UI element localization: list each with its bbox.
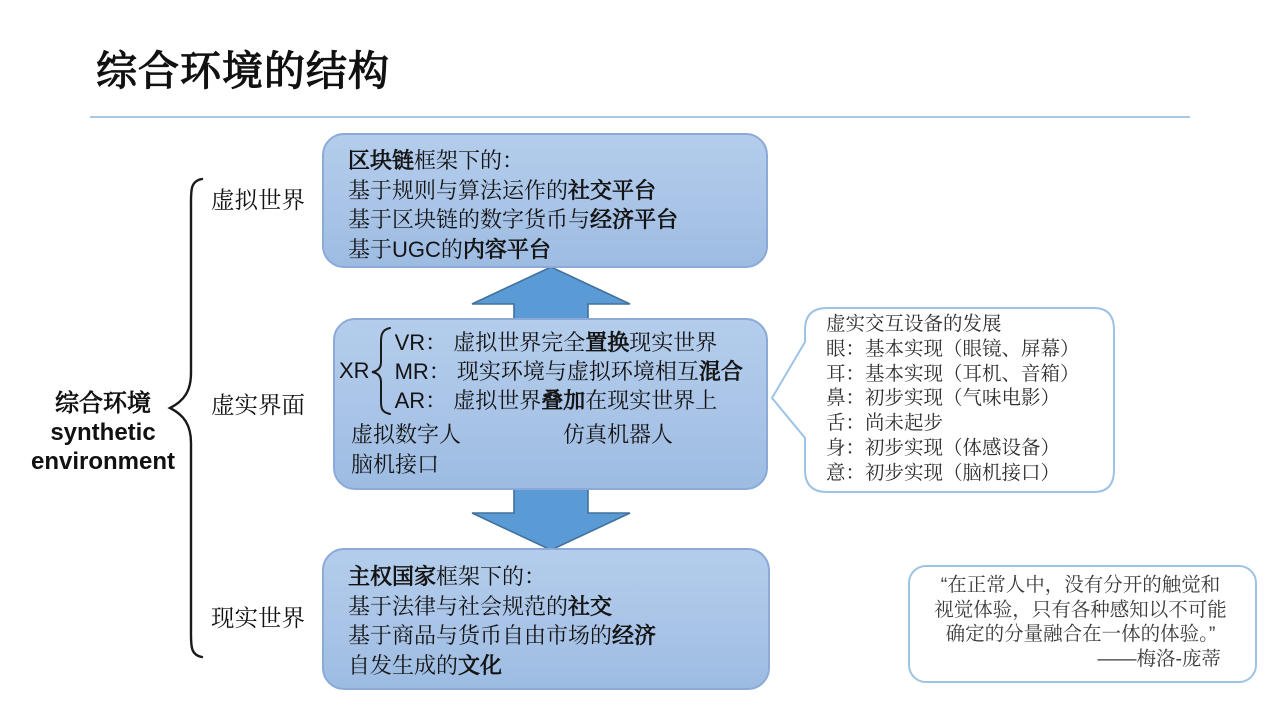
callout-text [826,312,1126,486]
xr-row [339,326,766,416]
page-title: 综合环境的结构 [96,48,390,94]
group-label-en1: synthetic [50,419,156,446]
xr-lines [395,328,743,415]
xr-line-mr: MR： 现实环境与虚拟环境相互混合 [394,358,743,384]
group-label-en2: environment [30,448,176,475]
interface-item-robot: 仿真机器人 [563,422,674,447]
level-label-virtual: 虚拟世界 [211,187,305,213]
real-world-line: 基于商品与货币自由市场的经济 [348,623,657,648]
title-divider [90,116,1190,118]
interface-items [351,420,766,479]
interface-item-digital-human: 虚拟数字人 [351,422,462,447]
virtual-world-line: 基于区块链的数字货币与经济平台 [348,207,679,232]
quote-line: 确定的分量融合在一体的体验。” [945,623,1216,645]
real-world-line: 基于法律与社会规范的社交 [348,593,613,619]
callout-line-nose: 鼻：初步实现（气味电影） [826,387,1061,410]
interface-item-bci: 脑机接口 [351,451,440,477]
group-label-zh: 综合环境 [55,390,151,417]
xr-line-ar: AR： 虚拟世界叠加在现实世界上 [394,387,718,413]
real-world-line: 主权国家框架下的： [348,564,547,589]
down-arrow-icon [470,486,632,552]
xr-line-vr: VR： 虚拟世界完全置换现实世界 [394,329,718,355]
callout-line-mind: 意：初步实现（脑机接口） [826,461,1061,484]
virtual-world-line: 基于规则与算法运作的社交平台 [348,177,657,203]
real-world-box [322,548,770,690]
callout-title: 虚实交互设备的发展 [826,313,1002,335]
left-brace-icon [166,177,204,659]
real-world-line: 自发生成的文化 [348,652,503,678]
quote-attribution: ——梅洛-庞蒂 [1097,647,1221,670]
virtual-world-box [322,133,768,268]
interface-box [333,318,768,490]
callout-line-ear: 耳：基本实现（耳机、音箱） [826,362,1080,385]
callout-line-body: 身：初步实现（体感设备） [826,436,1061,459]
virtual-world-line: 区块链框架下的： [348,148,525,173]
xr-brace-icon [370,326,392,416]
quote-box [908,565,1257,683]
level-label-interface: 虚实界面 [211,392,305,418]
callout-line-tongue: 舌：尚未起步 [826,412,944,435]
level-label-real: 现实世界 [211,605,305,631]
quote-line: “在正常人中，没有分开的触觉和 [940,574,1221,596]
callout-line-eye: 眼：基本实现（眼镜、屏幕） [826,337,1080,360]
xr-label: XR [339,357,370,383]
virtual-world-line: 基于UGC的内容平台 [348,236,551,262]
quote-line: 视觉体验，只有各种感知以不可能 [934,598,1227,621]
